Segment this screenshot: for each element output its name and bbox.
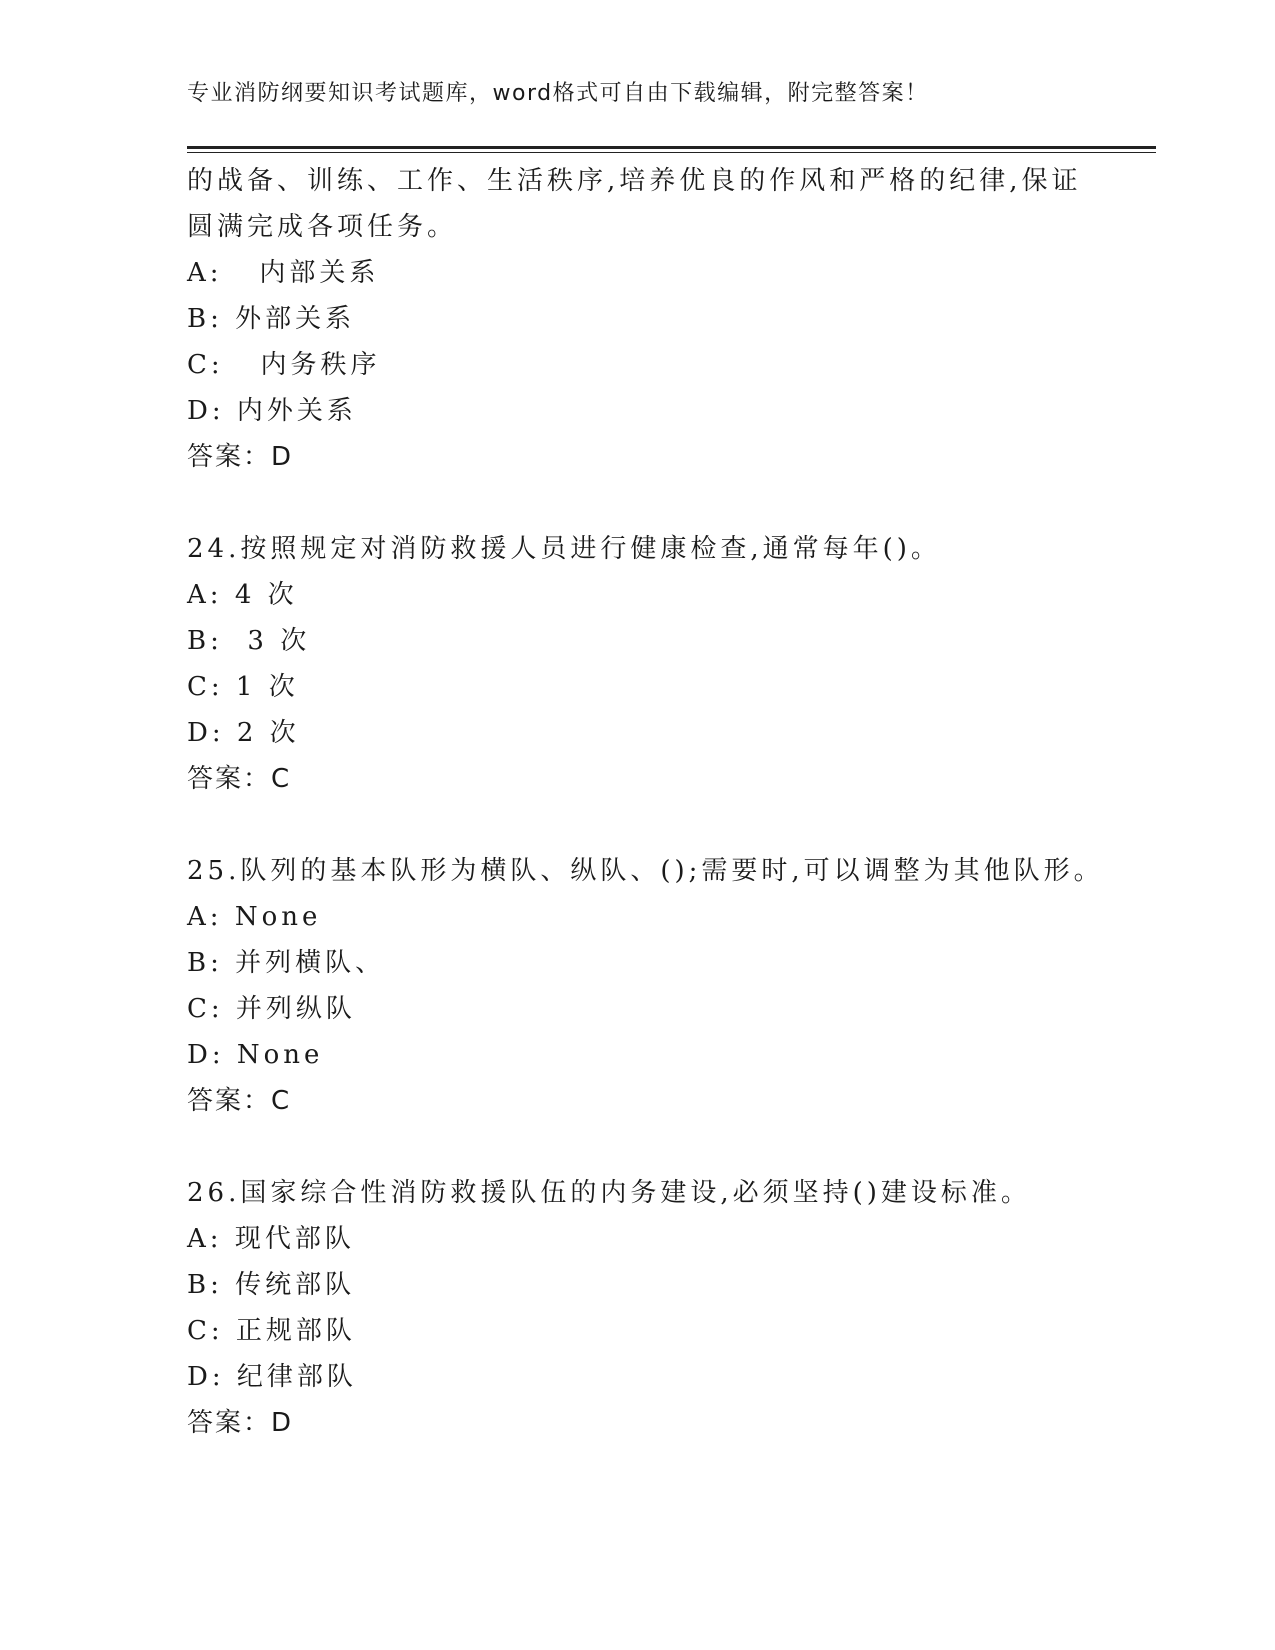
question-26 — [187, 1170, 1087, 1446]
option-d — [187, 1354, 1087, 1400]
option-a — [187, 572, 1087, 618]
spacer — [187, 802, 1087, 848]
option-b — [187, 940, 1087, 986]
question-stem-line: 的战备、训练、工作、生活秩序,培养优良的作风和严格的纪律,保证 — [187, 166, 1082, 196]
option-a — [187, 1216, 1087, 1262]
spacer — [187, 1124, 1087, 1170]
header-rule-thin — [187, 152, 1156, 153]
option-b — [187, 296, 1087, 342]
option-c — [187, 986, 1087, 1032]
option-value: 内部关系 — [234, 258, 380, 288]
answer-line: 答案：D — [187, 1408, 294, 1438]
option-value: None — [236, 1040, 324, 1070]
option-key: C: — [187, 1316, 224, 1346]
answer-line: 答案：C — [187, 1086, 292, 1116]
option-value: 3 次 — [235, 626, 311, 656]
option-b — [187, 1262, 1087, 1308]
option-key: A: — [187, 258, 223, 288]
question-24 — [187, 526, 1087, 802]
option-key: C: — [187, 350, 224, 380]
option-value: 4 次 — [234, 580, 298, 610]
option-key: D: — [187, 396, 225, 426]
option-value: 纪律部队 — [236, 1362, 357, 1392]
question-stem-line: 圆满完成各项任务。 — [187, 212, 458, 242]
option-c — [187, 664, 1087, 710]
option-c — [187, 1308, 1087, 1354]
option-value: 并列纵队 — [235, 994, 356, 1024]
spacer — [187, 480, 1087, 526]
option-d — [187, 710, 1087, 756]
question-content — [187, 158, 1104, 1446]
question-25 — [187, 848, 1104, 1124]
question-23-continued — [187, 158, 1087, 480]
option-key: D: — [187, 1362, 225, 1392]
option-value: 传统部队 — [235, 1270, 356, 1300]
option-d — [187, 388, 1087, 434]
header-rule-thick — [187, 146, 1156, 149]
option-a — [187, 894, 1087, 940]
question-stem: 26.国家综合性消防救援队伍的内务建设,必须坚持()建设标准。 — [187, 1178, 1031, 1208]
option-c — [187, 342, 1087, 388]
option-key: A: — [187, 580, 223, 610]
question-stem: 25.队列的基本队形为横队、纵队、();需要时,可以调整为其他队形。 — [187, 856, 1104, 886]
option-value: 1 次 — [235, 672, 299, 702]
option-key: B: — [187, 304, 223, 334]
option-value: 内外关系 — [236, 396, 357, 426]
option-value: 正规部队 — [235, 1316, 356, 1346]
option-b — [187, 618, 1087, 664]
option-key: C: — [187, 994, 224, 1024]
option-value: 现代部队 — [234, 1224, 355, 1254]
option-value: None — [234, 902, 322, 932]
option-value: 内务秩序 — [235, 350, 381, 380]
option-key: D: — [187, 718, 225, 748]
question-stem: 24.按照规定对消防救援人员进行健康检查,通常每年()。 — [187, 534, 941, 564]
option-key: C: — [187, 672, 224, 702]
option-value: 外部关系 — [235, 304, 356, 334]
option-key: A: — [187, 902, 223, 932]
answer-line: 答案：D — [187, 442, 294, 472]
option-value: 2 次 — [236, 718, 300, 748]
page-header: 专业消防纲要知识考试题库，word格式可自由下载编辑，附完整答案！ — [187, 81, 929, 106]
option-key: D: — [187, 1040, 225, 1070]
option-a — [187, 250, 1087, 296]
option-key: B: — [187, 626, 223, 656]
option-key: B: — [187, 1270, 223, 1300]
option-key: B: — [187, 948, 223, 978]
answer-line: 答案：C — [187, 764, 292, 794]
option-d — [187, 1032, 1087, 1078]
option-value: 并列横队、 — [235, 948, 386, 978]
option-key: A: — [187, 1224, 223, 1254]
